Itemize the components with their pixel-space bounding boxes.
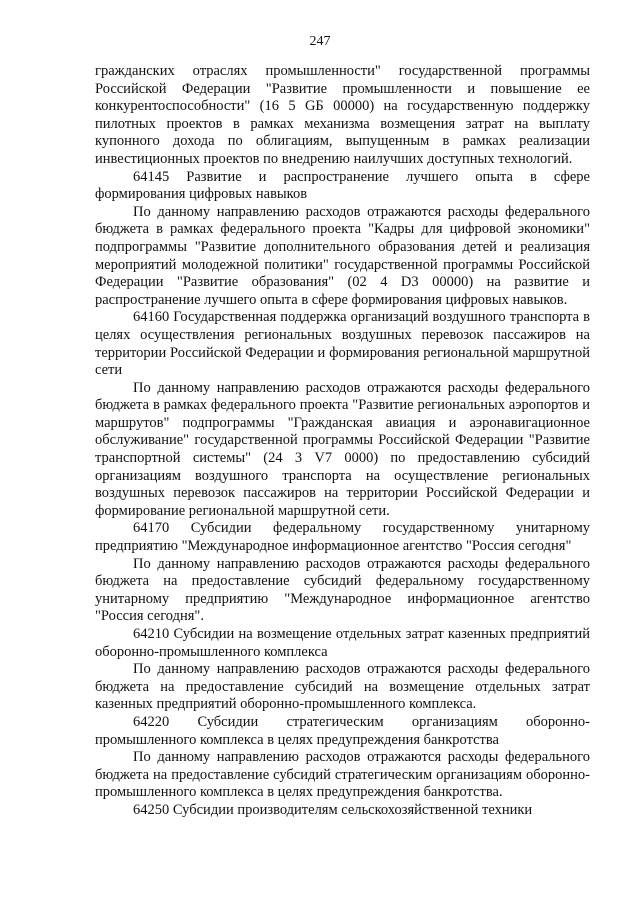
paragraph-64210-description: По данному направлению расходов отражаются расходы федерального бюджета на предоставление субсидий на возмещение отдельных затрат казенных предприятий оборонно-промышленного комплекса. bbox=[95, 661, 590, 713]
heading-64210: 64210 Субсидии на возмещение отдельных затрат казенных предприятий оборонно-промышленного комплекса bbox=[95, 626, 590, 660]
heading-64160: 64160 Государственная поддержка организаций воздушного транспорта в целях осуществления региональных воздушных перевозок пассажиров на территории Российской Федерации и формирования региональной маршрутной сети bbox=[95, 309, 590, 379]
paragraph-64145-description: По данному направлению расходов отражаются расходы федерального бюджета в рамках федерального проекта "Кадры для цифровой экономики" подпрограммы "Развитие дополнительного образования детей и реализация мероприятий молодежной политики" государственной программы Российской Федерации "Развитие образования" (02 4 D3 00000) на развитие и распространение лучшего опыта в сфере формирования цифровых навыков. bbox=[95, 203, 590, 308]
page-number: 247 bbox=[309, 34, 331, 49]
document-body bbox=[95, 63, 590, 820]
heading-64170: 64170 Субсидии федеральному государственному унитарному предприятию "Международное информационное агентство "Россия сегодня" bbox=[95, 520, 590, 555]
paragraph-64220-description: По данному направлению расходов отражаются расходы федерального бюджета на предоставление субсидий стратегическим организациям оборонно-промышленного комплекса в целях предупреждения банкротства. bbox=[95, 749, 590, 801]
paragraph-64170-description: По данному направлению расходов отражаются расходы федерального бюджета на предоставление субсидий федеральному государственному унитарному предприятию "Международное информационное агентство "Россия сегодня". bbox=[95, 555, 590, 625]
paragraph-64160-description: По данному направлению расходов отражаются расходы федерального бюджета в рамках федерального проекта "Развитие региональных аэропортов и маршрутов" подпрограммы "Гражданская авиация и аэронавигационное обслуживание" государственной программы Российской Федерации "Развитие транспортной системы" (24 3 V7 0000) по предоставлению субсидий организациям воздушного транспорта на осуществление региональных воздушных перевозок пассажиров на территории Российской Федерации и формирование региональной маршрутной сети. bbox=[95, 379, 590, 519]
heading-64220: 64220 Субсидии стратегическим организациям оборонно-промышленного комплекса в целях предупреждения банкротства bbox=[95, 713, 590, 748]
heading-64145: 64145 Развитие и распространение лучшего опыта в сфере формирования цифровых навыков bbox=[95, 168, 590, 203]
paragraph-continuation: гражданских отраслях промышленности" государственной программы Российской Федерации "Развитие промышленности и повышение ее конкурентоспособности" (16 5 GБ 00000) на государственную поддержку пилотных проектов в рамках механизма возмещения затрат на выплату купонного дохода по облигациям, выпущенным в рамках реализации инвестиционных проектов по внедрению наилучших доступных технологий. bbox=[95, 63, 590, 167]
heading-64250: 64250 Субсидии производителям сельскохозяйственной техники bbox=[133, 801, 533, 818]
